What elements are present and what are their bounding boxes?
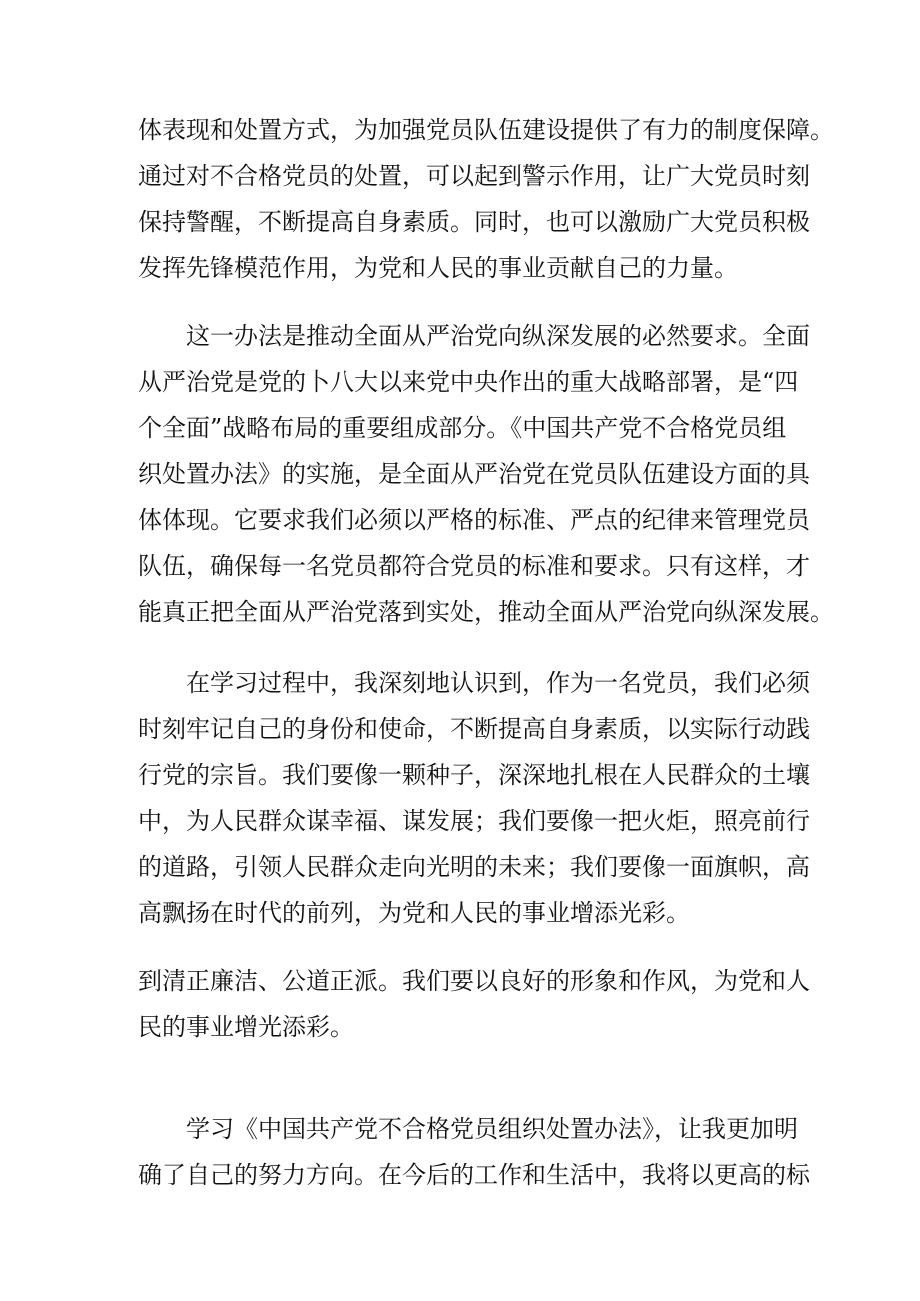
paragraph-line: 行党的宗旨。我们要像一颗种子，深深地扎根在人民群众的土壤 [138, 761, 810, 789]
paragraph-line: 体表现和处置方式，为加强党员队伍建设提供了有力的制度保障。 [138, 116, 834, 144]
paragraph-line: 时刻牢记自己的身份和使命，不断提高自身素质，以实际行动践 [138, 715, 810, 743]
paragraph-line: 高飘扬在时代的前列，为党和人民的事业增添光彩。 [138, 899, 690, 927]
paragraph-line: 到清正廉洁、公道正派。我们要以良好的形象和作风，为党和人 [138, 967, 810, 995]
paragraph-line: 这一办法是推动全面从严治党向纵深发展的必然要求。全面 [138, 322, 810, 350]
paragraph-line: 队伍，确保每一名党员都符合党员的标准和要求。只有这样，才 [138, 552, 810, 580]
paragraph-line: 体体现。它要求我们必须以严格的标准、严点的纪律来管理党员 [138, 506, 810, 534]
paragraph-line: 织处置办法》的实施，是全面从严治党在党员队伍建设方面的具 [138, 460, 810, 488]
paragraph-line: 发挥先锋模范作用，为党和人民的事业贡献自己的力量。 [138, 254, 738, 282]
paragraph-4 [138, 958, 810, 1050]
paragraph-line: 通过对不合格党员的处置，可以起到警示作用，让广大党员时刻 [138, 162, 810, 190]
paragraph-2 [138, 313, 834, 635]
paragraph-line: 民的事业增光添彩。 [138, 1013, 354, 1041]
paragraph-1 [138, 107, 834, 291]
paragraph-line: 能真正把全面从严治党落到实处，推动全面从严治党向纵深发展。 [138, 598, 834, 626]
paragraph-line: 中，为人民群众谋幸福、谋发展；我们要像一把火炬，照亮前行 [138, 807, 810, 835]
paragraph-5 [138, 1106, 810, 1198]
paragraph-line: 确了自己的努力方向。在今后的工作和生活中，我将以更高的标 [138, 1161, 810, 1189]
paragraph-line: 个全面”战略布局的重要组成部分。《中国共产党不合格党员组 [138, 414, 787, 442]
paragraph-line: 的道路，引领人民群众走向光明的未来；我们要像一面旗帜，高 [138, 853, 810, 881]
paragraph-line: 保持警醒，不断提高自身素质。同时，也可以激励广大党员积极 [138, 208, 810, 236]
paragraph-line: 从严治党是党的卜八大以来党中央作出的重大战略部署，是“四 [138, 368, 799, 396]
paragraph-3 [138, 660, 810, 936]
paragraph-line: 学习《中国共产党不合格党员组织处置办法》，让我更加明 [138, 1115, 798, 1143]
paragraph-line: 在学习过程中，我深刻地认识到，作为一名党员，我们必须 [138, 669, 810, 697]
